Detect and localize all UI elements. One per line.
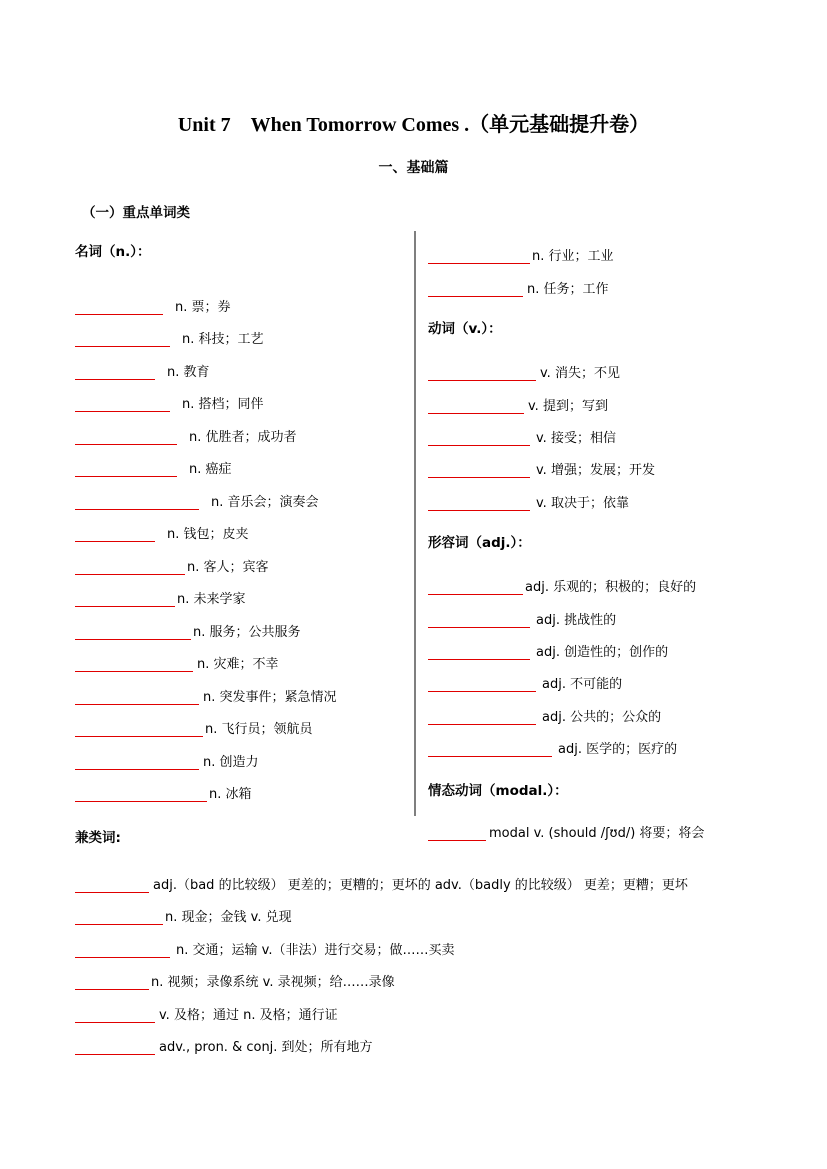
- answer-blank[interactable]: [75, 878, 149, 893]
- vocab-item: adj.（bad 的比较级） 更差的；更糟的；更坏的 adv.（badly 的比较级） 更差；更糟；更坏: [75, 860, 815, 893]
- multi-class-section: [75, 826, 815, 1055]
- right-column: [428, 232, 818, 841]
- vocab-item: adj. 创造性的；创作的: [428, 628, 818, 660]
- vocab-item: n. 教育: [75, 347, 405, 380]
- answer-blank[interactable]: [428, 613, 530, 628]
- answer-blank[interactable]: [75, 495, 199, 510]
- answer-blank[interactable]: [75, 430, 177, 445]
- vocab-item: n. 钱包；皮夹: [75, 510, 405, 543]
- vocab-item: v. 接受；相信: [428, 414, 818, 446]
- answer-blank[interactable]: [75, 397, 170, 412]
- answer-blank[interactable]: [75, 592, 175, 607]
- vocab-item: n. 服务；公共服务: [75, 607, 405, 640]
- verb-heading: 动词（v.）：: [428, 320, 502, 337]
- answer-blank[interactable]: [75, 975, 149, 990]
- answer-blank[interactable]: [75, 332, 170, 347]
- vocab-item: adj. 医学的；医疗的: [428, 725, 818, 757]
- vocab-item: n. 癌症: [75, 445, 405, 478]
- answer-blank[interactable]: [428, 496, 530, 511]
- noun-heading: 名词（n.）：: [75, 244, 151, 260]
- vocab-item: v. 提到；写到: [428, 381, 818, 413]
- part-heading: 一、基础篇: [378, 160, 449, 176]
- answer-blank[interactable]: [75, 365, 155, 380]
- answer-blank[interactable]: [75, 690, 199, 705]
- vocab-item: n. 科技；工艺: [75, 315, 405, 348]
- vocab-item: v. 及格；通过 n. 及格；通行证: [75, 990, 815, 1023]
- vocab-item: v. 增强；发展；开发: [428, 446, 818, 478]
- answer-blank[interactable]: [428, 399, 524, 414]
- vocab-item: adj. 不可能的: [428, 660, 818, 692]
- vocab-item: adj. 挑战性的: [428, 595, 818, 627]
- vocab-item: n. 未来学家: [75, 575, 405, 608]
- answer-blank[interactable]: [75, 722, 203, 737]
- vocab-item: n. 交通；运输 v.（非法）进行交易；做……买卖: [75, 925, 815, 958]
- answer-blank[interactable]: [75, 755, 199, 770]
- answer-blank[interactable]: [75, 462, 177, 477]
- vocab-item: v. 取决于；依靠: [428, 478, 818, 510]
- answer-blank[interactable]: [75, 527, 155, 542]
- vocab-item: v. 消失；不见: [428, 349, 818, 381]
- document-title: Unit 7 When Tomorrow Comes .（单元基础提升卷）: [177, 114, 650, 136]
- vocab-item: n. 优胜者；成功者: [75, 412, 405, 445]
- vocab-item: n. 搭档；同伴: [75, 380, 405, 413]
- vocab-item: n. 现金；金钱 v. 兑现: [75, 893, 815, 926]
- vocab-item: n. 突发事件；紧急情况: [75, 672, 405, 705]
- answer-blank[interactable]: [75, 1040, 155, 1055]
- column-divider: [414, 231, 416, 816]
- vocab-item: n. 音乐会；演奏会: [75, 477, 405, 510]
- answer-blank[interactable]: [428, 742, 552, 757]
- answer-blank[interactable]: [75, 625, 191, 640]
- vocab-item: adj. 公共的；公众的: [428, 692, 818, 724]
- answer-blank[interactable]: [75, 910, 163, 925]
- vocab-item: adv., pron. & conj. 到处；所有地方: [75, 1023, 815, 1056]
- answer-blank[interactable]: [428, 431, 530, 446]
- multi-class-heading: 兼类词:: [75, 830, 121, 846]
- vocab-item: n. 飞行员；领航员: [75, 705, 405, 738]
- vocab-item: n. 冰箱: [75, 770, 405, 803]
- answer-blank[interactable]: [428, 249, 530, 264]
- answer-blank[interactable]: [428, 580, 523, 595]
- adjective-heading: 形容词（adj.）：: [428, 534, 531, 551]
- answer-blank[interactable]: [75, 300, 163, 315]
- vocab-item: n. 创造力: [75, 737, 405, 770]
- vocab-item: n. 票；券: [75, 282, 405, 315]
- vocab-item: n. 视频；录像系统 v. 录视频；给……录像: [75, 958, 815, 991]
- answer-blank[interactable]: [75, 787, 207, 802]
- vocab-item: n. 灾难；不幸: [75, 640, 405, 673]
- section-heading: （一）重点单词类: [82, 205, 190, 221]
- modal-heading: 情态动词（modal.）：: [428, 783, 568, 800]
- answer-blank[interactable]: [75, 1008, 155, 1023]
- left-column: [75, 240, 405, 802]
- answer-blank[interactable]: [75, 560, 185, 575]
- vocab-item: n. 客人；宾客: [75, 542, 405, 575]
- answer-blank[interactable]: [428, 677, 536, 692]
- answer-blank[interactable]: [428, 710, 536, 725]
- answer-blank[interactable]: [75, 657, 193, 672]
- answer-blank[interactable]: [428, 645, 530, 660]
- answer-blank[interactable]: [428, 366, 536, 381]
- answer-blank[interactable]: [75, 943, 170, 958]
- vocab-item: n. 行业；工业: [428, 232, 818, 264]
- vocab-item: modal v. (should /ʃʊd/) 将要；将会: [428, 809, 818, 841]
- answer-blank[interactable]: [428, 463, 530, 478]
- answer-blank[interactable]: [428, 282, 523, 297]
- vocab-item: adj. 乐观的；积极的；良好的: [428, 563, 818, 595]
- vocab-item: n. 任务；工作: [428, 264, 818, 296]
